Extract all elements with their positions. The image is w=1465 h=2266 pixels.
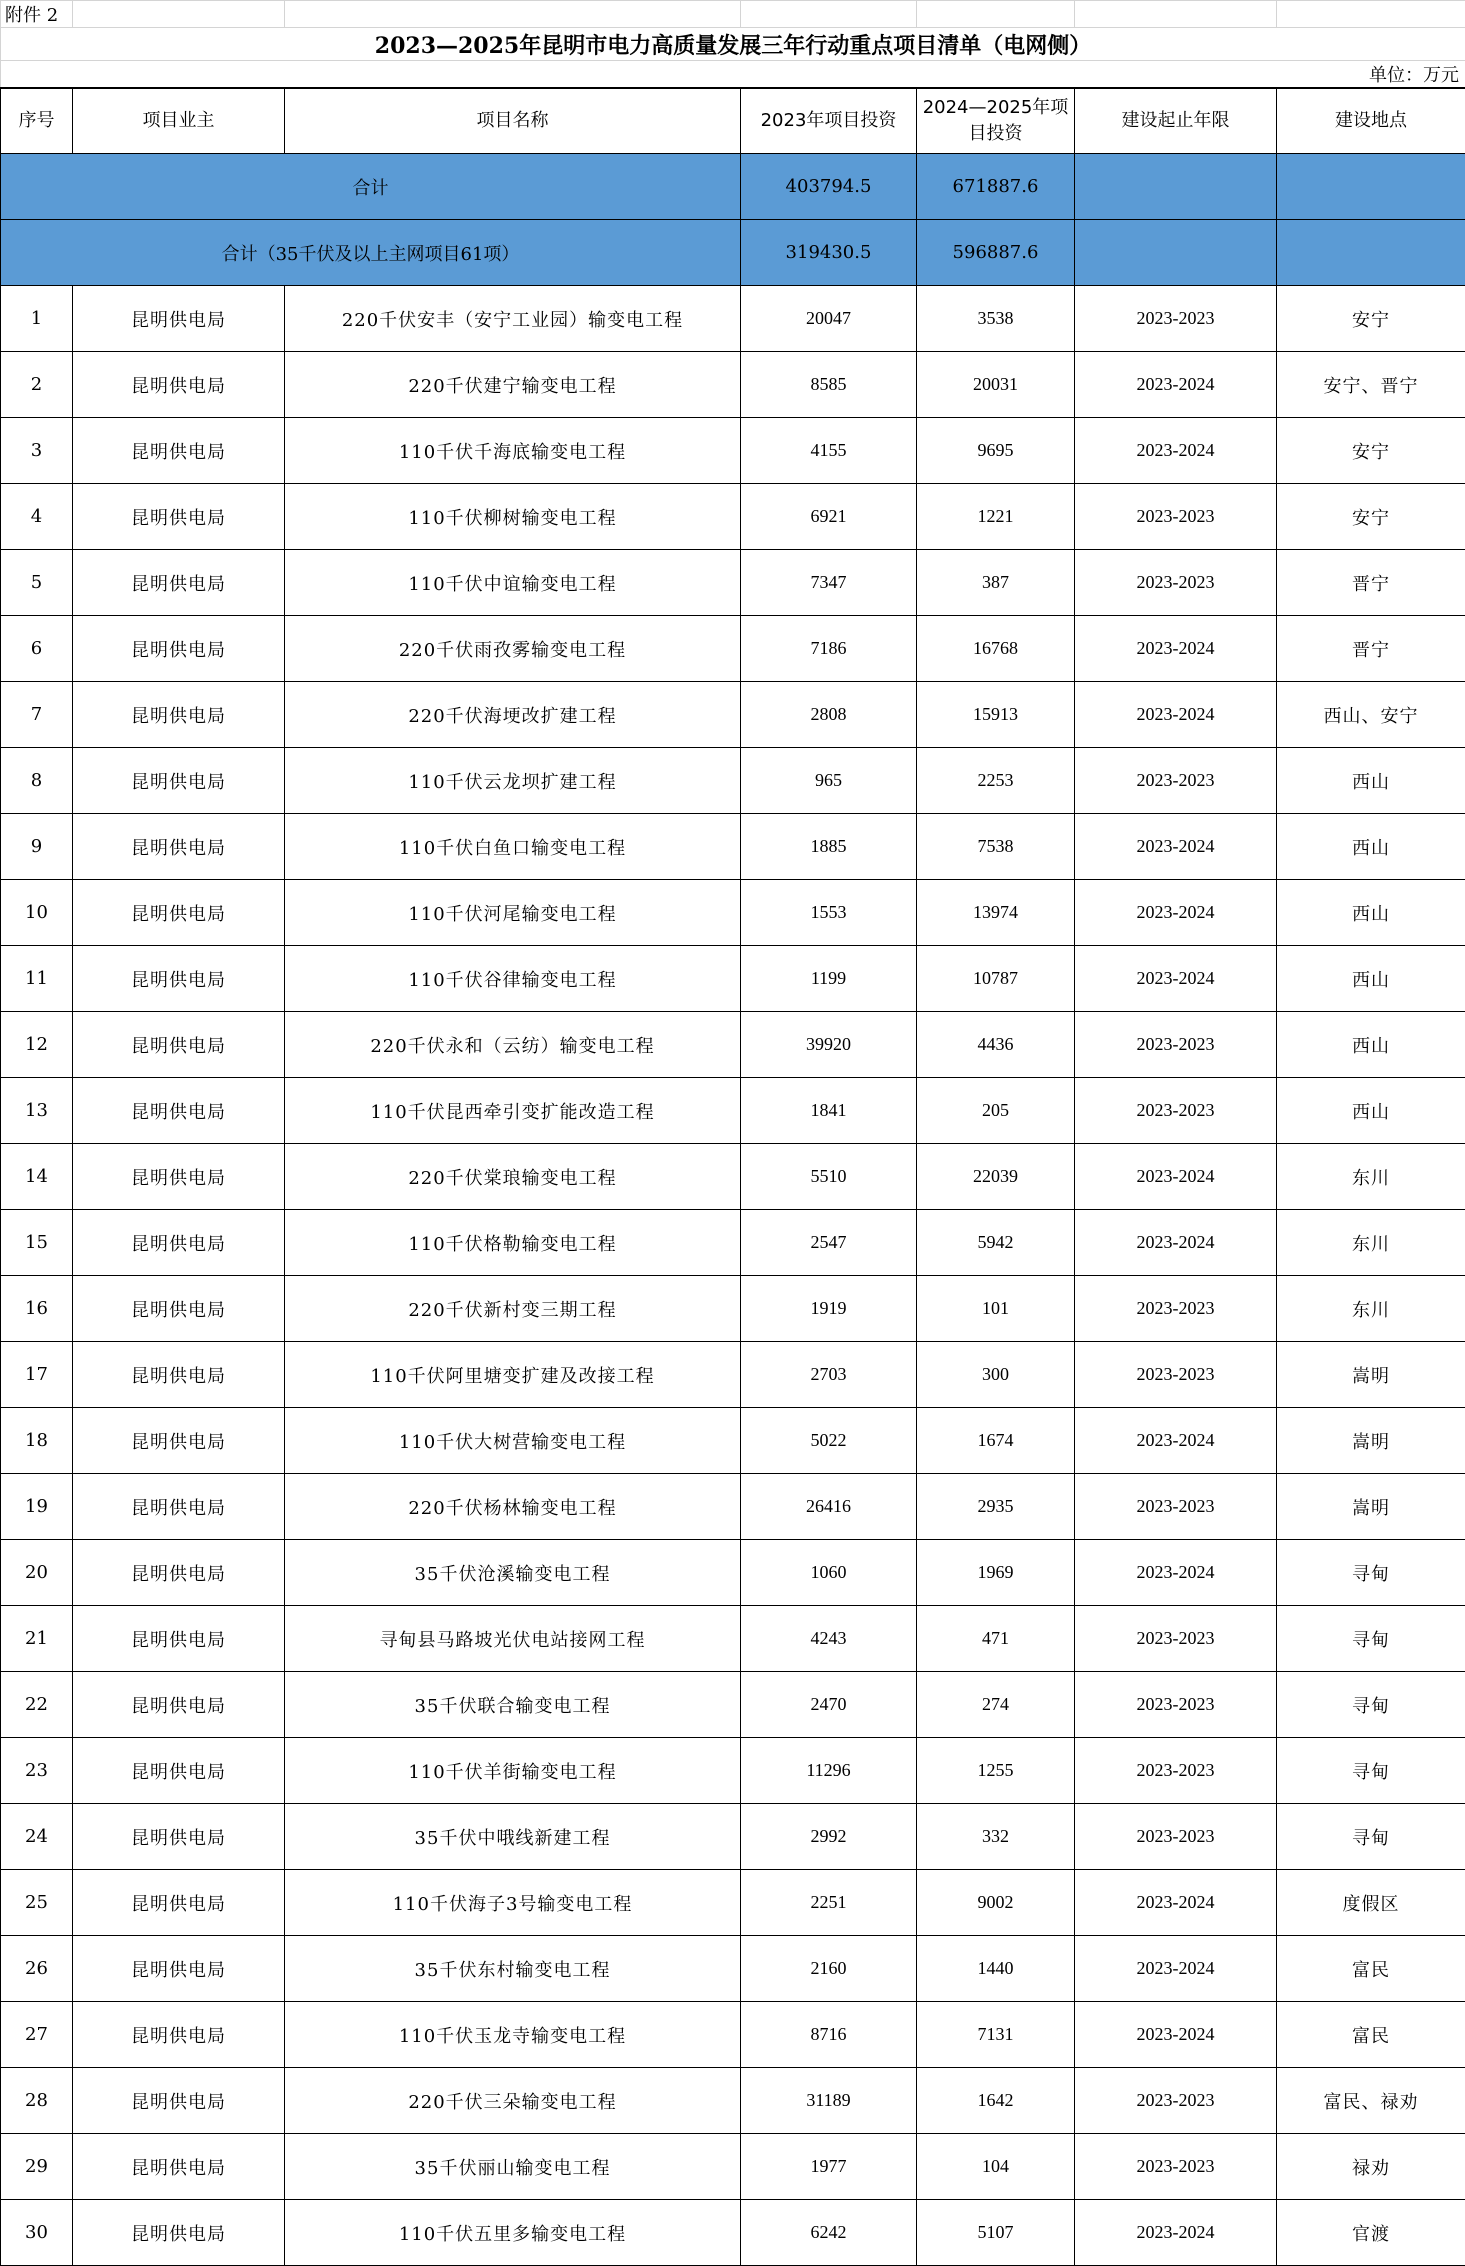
cell-seq[interactable]: 21 [1,1606,73,1672]
cell-project-name[interactable]: 220千伏新村变三期工程 [285,1276,741,1342]
cell-invest-2023[interactable]: 6242 [741,2200,917,2266]
table-row [1,682,1465,748]
cell-invest-2024-2025[interactable]: 471 [917,1606,1075,1672]
cell-invest-2023[interactable]: 26416 [741,1474,917,1540]
cell-invest-2023[interactable]: 11296 [741,1738,917,1804]
empty-cell[interactable] [1075,154,1277,220]
table-row [1,1210,1465,1276]
cell-invest-2023[interactable]: 2251 [741,1870,917,1936]
cell-period[interactable]: 2023-2023 [1075,286,1277,352]
empty-cell[interactable] [1277,220,1465,286]
table-row [1,352,1465,418]
cell-seq[interactable]: 30 [1,2200,73,2266]
cell-owner[interactable]: 昆明供电局 [73,946,285,1012]
cell-project-name[interactable]: 220千伏三朵输变电工程 [285,2068,741,2134]
cell-invest-2023[interactable]: 1199 [741,946,917,1012]
cell-location[interactable]: 晋宁 [1277,550,1465,616]
cell-location[interactable]: 安宁 [1277,484,1465,550]
cell-seq[interactable]: 26 [1,1936,73,2002]
cell-period[interactable]: 2023-2023 [1075,1276,1277,1342]
subtotal-label[interactable]: 合计（35千伏及以上主网项目61项） [1,220,741,286]
cell-project-name[interactable]: 110千伏格勒输变电工程 [285,1210,741,1276]
cell-location[interactable]: 寻甸 [1277,1672,1465,1738]
cell-seq[interactable]: 2 [1,352,73,418]
unit-row [1,61,1465,89]
cell-owner[interactable]: 昆明供电局 [73,418,285,484]
table-row [1,1276,1465,1342]
cell-seq[interactable]: 11 [1,946,73,1012]
cell-owner[interactable]: 昆明供电局 [73,682,285,748]
cell-seq[interactable]: 7 [1,682,73,748]
cell-invest-2024-2025[interactable]: 5942 [917,1210,1075,1276]
cell-location[interactable]: 晋宁 [1277,616,1465,682]
cell-owner[interactable]: 昆明供电局 [73,286,285,352]
cell-location[interactable]: 东川 [1277,1276,1465,1342]
page-title[interactable]: 2023—2025年昆明市电力高质量发展三年行动重点项目清单（电网侧） [1,28,1465,61]
cell-seq[interactable]: 25 [1,1870,73,1936]
cell-period[interactable]: 2023-2023 [1075,1606,1277,1672]
cell-invest-2024-2025[interactable]: 7131 [917,2002,1075,2068]
cell-project-name[interactable]: 220千伏建宁输变电工程 [285,352,741,418]
empty-cell[interactable] [917,1,1075,28]
subtotal-row [1,220,1465,286]
cell-invest-2024-2025[interactable]: 10787 [917,946,1075,1012]
empty-cell[interactable] [285,1,741,28]
cell-seq[interactable]: 12 [1,1012,73,1078]
cell-project-name[interactable]: 110千伏玉龙寺输变电工程 [285,2002,741,2068]
cell-project-name[interactable]: 220千伏杨林输变电工程 [285,1474,741,1540]
cell-invest-2023[interactable]: 4243 [741,1606,917,1672]
table-row [1,2002,1465,2068]
cell-invest-2024-2025[interactable]: 332 [917,1804,1075,1870]
cell-project-name[interactable]: 35千伏丽山输变电工程 [285,2134,741,2200]
cell-invest-2023[interactable]: 1553 [741,880,917,946]
cell-invest-2023[interactable]: 1841 [741,1078,917,1144]
cell-owner[interactable]: 昆明供电局 [73,352,285,418]
cell-owner[interactable]: 昆明供电局 [73,484,285,550]
cell-invest-2024-2025[interactable]: 4436 [917,1012,1075,1078]
cell-owner[interactable]: 昆明供电局 [73,1936,285,2002]
cell-seq[interactable]: 23 [1,1738,73,1804]
cell-project-name[interactable]: 110千伏白鱼口输变电工程 [285,814,741,880]
table-row [1,2068,1465,2134]
cell-seq[interactable]: 4 [1,484,73,550]
cell-owner[interactable]: 昆明供电局 [73,814,285,880]
cell-project-name[interactable]: 220千伏安丰（安宁工业园）输变电工程 [285,286,741,352]
table-row [1,1408,1465,1474]
cell-invest-2024-2025[interactable]: 104 [917,2134,1075,2200]
cell-period[interactable]: 2023-2023 [1075,1012,1277,1078]
cell-seq[interactable]: 19 [1,1474,73,1540]
cell-invest-2024-2025[interactable]: 101 [917,1276,1075,1342]
cell-seq[interactable]: 10 [1,880,73,946]
cell-invest-2024-2025[interactable]: 2253 [917,748,1075,814]
cell-invest-2024-2025[interactable]: 1440 [917,1936,1075,2002]
cell-invest-2024-2025[interactable]: 1642 [917,2068,1075,2134]
table-row [1,286,1465,352]
table-row [1,1672,1465,1738]
cell-location[interactable]: 西山 [1277,814,1465,880]
cell-location[interactable]: 安宁 [1277,418,1465,484]
cell-period[interactable]: 2023-2024 [1075,2002,1277,2068]
subtotal-invest-2024-2025[interactable]: 596887.6 [917,220,1075,286]
cell-owner[interactable]: 昆明供电局 [73,1012,285,1078]
attachment-row [1,1,1465,28]
cell-period[interactable]: 2023-2023 [1075,484,1277,550]
cell-invest-2023[interactable]: 2470 [741,1672,917,1738]
cell-seq[interactable]: 24 [1,1804,73,1870]
table-row [1,616,1465,682]
table-row [1,1012,1465,1078]
cell-seq[interactable]: 15 [1,1210,73,1276]
table-row [1,2200,1465,2266]
cell-period[interactable]: 2023-2023 [1075,1078,1277,1144]
cell-project-name[interactable]: 寻甸县马路坡光伏电站接网工程 [285,1606,741,1672]
cell-period[interactable]: 2023-2023 [1075,1474,1277,1540]
cell-owner[interactable]: 昆明供电局 [73,550,285,616]
cell-invest-2023[interactable]: 31189 [741,2068,917,2134]
cell-project-name[interactable]: 110千伏河尾输变电工程 [285,880,741,946]
cell-owner[interactable]: 昆明供电局 [73,1078,285,1144]
cell-seq[interactable]: 9 [1,814,73,880]
cell-invest-2023[interactable]: 8716 [741,2002,917,2068]
table-row [1,748,1465,814]
header-row [1,88,1465,154]
cell-invest-2024-2025[interactable]: 22039 [917,1144,1075,1210]
cell-seq[interactable]: 3 [1,418,73,484]
table-row [1,418,1465,484]
cell-project-name[interactable]: 35千伏东村输变电工程 [285,1936,741,2002]
total-invest-2024-2025[interactable]: 671887.6 [917,154,1075,220]
cell-seq[interactable]: 20 [1,1540,73,1606]
cell-owner[interactable]: 昆明供电局 [73,748,285,814]
cell-owner[interactable]: 昆明供电局 [73,1342,285,1408]
cell-invest-2023[interactable]: 2703 [741,1342,917,1408]
table-row [1,946,1465,1012]
cell-period[interactable]: 2023-2024 [1075,682,1277,748]
cell-period[interactable]: 2023-2024 [1075,1144,1277,1210]
cell-period[interactable]: 2023-2023 [1075,2068,1277,2134]
cell-period[interactable]: 2023-2024 [1075,1210,1277,1276]
cell-invest-2023[interactable]: 6921 [741,484,917,550]
cell-seq[interactable]: 17 [1,1342,73,1408]
cell-period[interactable]: 2023-2024 [1075,418,1277,484]
cell-location[interactable]: 富民、禄劝 [1277,2068,1465,2134]
cell-invest-2023[interactable]: 2992 [741,1804,917,1870]
table-row [1,550,1465,616]
header-location[interactable]: 建设地点 [1277,88,1465,154]
header-name[interactable]: 项目名称 [285,88,741,154]
cell-invest-2023[interactable]: 4155 [741,418,917,484]
cell-seq[interactable]: 16 [1,1276,73,1342]
cell-invest-2023[interactable]: 8585 [741,352,917,418]
cell-invest-2024-2025[interactable]: 1969 [917,1540,1075,1606]
cell-location[interactable]: 寻甸 [1277,1804,1465,1870]
table-row [1,1474,1465,1540]
cell-seq[interactable]: 27 [1,2002,73,2068]
cell-owner[interactable]: 昆明供电局 [73,1540,285,1606]
cell-location[interactable]: 安宁、晋宁 [1277,352,1465,418]
cell-invest-2023[interactable]: 1919 [741,1276,917,1342]
cell-project-name[interactable]: 110千伏五里多输变电工程 [285,2200,741,2266]
empty-cell[interactable] [1277,154,1465,220]
cell-location[interactable]: 嵩明 [1277,1408,1465,1474]
cell-project-name[interactable]: 110千伏羊街输变电工程 [285,1738,741,1804]
header-seq[interactable]: 序号 [1,88,73,154]
cell-invest-2024-2025[interactable]: 300 [917,1342,1075,1408]
cell-invest-2024-2025[interactable]: 13974 [917,880,1075,946]
cell-owner[interactable]: 昆明供电局 [73,2002,285,2068]
cell-project-name[interactable]: 35千伏沧溪输变电工程 [285,1540,741,1606]
cell-invest-2024-2025[interactable]: 205 [917,1078,1075,1144]
cell-seq[interactable]: 22 [1,1672,73,1738]
total-row [1,154,1465,220]
cell-invest-2024-2025[interactable]: 274 [917,1672,1075,1738]
cell-location[interactable]: 东川 [1277,1144,1465,1210]
cell-invest-2024-2025[interactable]: 2935 [917,1474,1075,1540]
cell-project-name[interactable]: 35千伏中哦线新建工程 [285,1804,741,1870]
cell-location[interactable]: 西山 [1277,880,1465,946]
cell-location[interactable]: 东川 [1277,1210,1465,1276]
cell-location[interactable]: 富民 [1277,1936,1465,2002]
cell-project-name[interactable]: 220千伏永和（云纺）输变电工程 [285,1012,741,1078]
table-row [1,1342,1465,1408]
cell-invest-2024-2025[interactable]: 15913 [917,682,1075,748]
table-row [1,880,1465,946]
cell-period[interactable]: 2023-2024 [1075,352,1277,418]
cell-invest-2023[interactable]: 7347 [741,550,917,616]
cell-period[interactable]: 2023-2023 [1075,1738,1277,1804]
cell-invest-2024-2025[interactable]: 5107 [917,2200,1075,2266]
table-row [1,1078,1465,1144]
cell-owner[interactable]: 昆明供电局 [73,616,285,682]
attachment-label[interactable]: 附件 2 [1,1,73,28]
cell-invest-2023[interactable]: 965 [741,748,917,814]
cell-owner[interactable]: 昆明供电局 [73,1144,285,1210]
cell-owner[interactable]: 昆明供电局 [73,1870,285,1936]
cell-period[interactable]: 2023-2023 [1075,1672,1277,1738]
cell-invest-2023[interactable]: 1060 [741,1540,917,1606]
cell-location[interactable]: 西山 [1277,748,1465,814]
empty-cell[interactable] [73,1,285,28]
cell-seq[interactable]: 5 [1,550,73,616]
table-row [1,1144,1465,1210]
cell-project-name[interactable]: 220千伏棠琅输变电工程 [285,1144,741,1210]
cell-invest-2023[interactable]: 2160 [741,1936,917,2002]
cell-invest-2024-2025[interactable]: 3538 [917,286,1075,352]
cell-invest-2024-2025[interactable]: 387 [917,550,1075,616]
cell-project-name[interactable]: 220千伏海埂改扩建工程 [285,682,741,748]
cell-location[interactable]: 西山、安宁 [1277,682,1465,748]
cell-location[interactable]: 西山 [1277,1078,1465,1144]
cell-period[interactable]: 2023-2024 [1075,1408,1277,1474]
cell-project-name[interactable]: 220千伏雨孜雾输变电工程 [285,616,741,682]
cell-owner[interactable]: 昆明供电局 [73,1474,285,1540]
cell-invest-2024-2025[interactable]: 16768 [917,616,1075,682]
cell-period[interactable]: 2023-2023 [1075,550,1277,616]
cell-owner[interactable]: 昆明供电局 [73,1210,285,1276]
cell-period[interactable]: 2023-2023 [1075,1804,1277,1870]
cell-owner[interactable]: 昆明供电局 [73,1804,285,1870]
cell-location[interactable]: 禄劝 [1277,2134,1465,2200]
cell-seq[interactable]: 14 [1,1144,73,1210]
cell-project-name[interactable]: 110千伏大树营输变电工程 [285,1408,741,1474]
cell-invest-2024-2025[interactable]: 1674 [917,1408,1075,1474]
cell-owner[interactable]: 昆明供电局 [73,1672,285,1738]
cell-location[interactable]: 嵩明 [1277,1474,1465,1540]
cell-owner[interactable]: 昆明供电局 [73,2068,285,2134]
unit-label[interactable]: 单位：万元 [1,61,1465,89]
cell-seq[interactable]: 8 [1,748,73,814]
cell-location[interactable]: 度假区 [1277,1870,1465,1936]
cell-period[interactable]: 2023-2023 [1075,2134,1277,2200]
cell-seq[interactable]: 18 [1,1408,73,1474]
cell-period[interactable]: 2023-2023 [1075,1342,1277,1408]
cell-period[interactable]: 2023-2023 [1075,748,1277,814]
cell-seq[interactable]: 29 [1,2134,73,2200]
empty-cell[interactable] [1075,1,1277,28]
table-row [1,2134,1465,2200]
cell-location[interactable]: 官渡 [1277,2200,1465,2266]
cell-seq[interactable]: 1 [1,286,73,352]
table-row [1,1540,1465,1606]
cell-invest-2023[interactable]: 1977 [741,2134,917,2200]
cell-period[interactable]: 2023-2024 [1075,1540,1277,1606]
cell-period[interactable]: 2023-2024 [1075,1936,1277,2002]
cell-location[interactable]: 富民 [1277,2002,1465,2068]
cell-location[interactable]: 寻甸 [1277,1738,1465,1804]
cell-invest-2023[interactable]: 7186 [741,616,917,682]
cell-invest-2023[interactable]: 2547 [741,1210,917,1276]
cell-location[interactable]: 寻甸 [1277,1606,1465,1672]
cell-invest-2023[interactable]: 39920 [741,1012,917,1078]
table-row [1,1606,1465,1672]
cell-invest-2023[interactable]: 5022 [741,1408,917,1474]
cell-project-name[interactable]: 110千伏昆西牵引变扩能改造工程 [285,1078,741,1144]
cell-invest-2023[interactable]: 20047 [741,286,917,352]
cell-owner[interactable]: 昆明供电局 [73,1738,285,1804]
header-invest-2023[interactable]: 2023年项目投资 [741,88,917,154]
cell-location[interactable]: 西山 [1277,946,1465,1012]
cell-project-name[interactable]: 110千伏云龙坝扩建工程 [285,748,741,814]
cell-location[interactable]: 安宁 [1277,286,1465,352]
cell-project-name[interactable]: 110千伏谷律输变电工程 [285,946,741,1012]
empty-cell[interactable] [741,1,917,28]
cell-owner[interactable]: 昆明供电局 [73,1276,285,1342]
cell-invest-2024-2025[interactable]: 9002 [917,1870,1075,1936]
cell-seq[interactable]: 6 [1,616,73,682]
cell-project-name[interactable]: 110千伏柳树输变电工程 [285,484,741,550]
table-row [1,1738,1465,1804]
cell-project-name[interactable]: 110千伏阿里塘变扩建及改接工程 [285,1342,741,1408]
cell-period[interactable]: 2023-2024 [1075,616,1277,682]
table-row [1,814,1465,880]
header-invest-2024-2025[interactable]: 2024—2025年项目投资 [917,88,1075,154]
cell-project-name[interactable]: 110千伏中谊输变电工程 [285,550,741,616]
cell-owner[interactable]: 昆明供电局 [73,880,285,946]
cell-period[interactable]: 2023-2024 [1075,880,1277,946]
cell-location[interactable]: 嵩明 [1277,1342,1465,1408]
table-row [1,1936,1465,2002]
cell-period[interactable]: 2023-2024 [1075,2200,1277,2266]
table-row [1,1804,1465,1870]
header-owner[interactable]: 项目业主 [73,88,285,154]
cell-owner[interactable]: 昆明供电局 [73,1606,285,1672]
cell-period[interactable]: 2023-2024 [1075,1870,1277,1936]
cell-invest-2024-2025[interactable]: 1255 [917,1738,1075,1804]
cell-invest-2023[interactable]: 5510 [741,1144,917,1210]
cell-location[interactable]: 寻甸 [1277,1540,1465,1606]
cell-seq[interactable]: 13 [1,1078,73,1144]
table-row [1,1870,1465,1936]
cell-period[interactable]: 2023-2024 [1075,814,1277,880]
cell-invest-2023[interactable]: 1885 [741,814,917,880]
cell-location[interactable]: 西山 [1277,1012,1465,1078]
title-row [1,28,1465,61]
cell-invest-2024-2025[interactable]: 9695 [917,418,1075,484]
cell-invest-2024-2025[interactable]: 20031 [917,352,1075,418]
cell-owner[interactable]: 昆明供电局 [73,2200,285,2266]
empty-cell[interactable] [1075,220,1277,286]
cell-seq[interactable]: 28 [1,2068,73,2134]
total-label[interactable]: 合计 [1,154,741,220]
cell-project-name[interactable]: 110千伏海子3号输变电工程 [285,1870,741,1936]
cell-invest-2023[interactable]: 2808 [741,682,917,748]
header-period[interactable]: 建设起止年限 [1075,88,1277,154]
total-invest-2023[interactable]: 403794.5 [741,154,917,220]
cell-owner[interactable]: 昆明供电局 [73,2134,285,2200]
cell-owner[interactable]: 昆明供电局 [73,1408,285,1474]
empty-cell[interactable] [1277,1,1465,28]
cell-invest-2024-2025[interactable]: 7538 [917,814,1075,880]
cell-period[interactable]: 2023-2024 [1075,946,1277,1012]
subtotal-invest-2023[interactable]: 319430.5 [741,220,917,286]
cell-project-name[interactable]: 110千伏千海底输变电工程 [285,418,741,484]
cell-invest-2024-2025[interactable]: 1221 [917,484,1075,550]
table-row [1,484,1465,550]
cell-project-name[interactable]: 35千伏联合输变电工程 [285,1672,741,1738]
